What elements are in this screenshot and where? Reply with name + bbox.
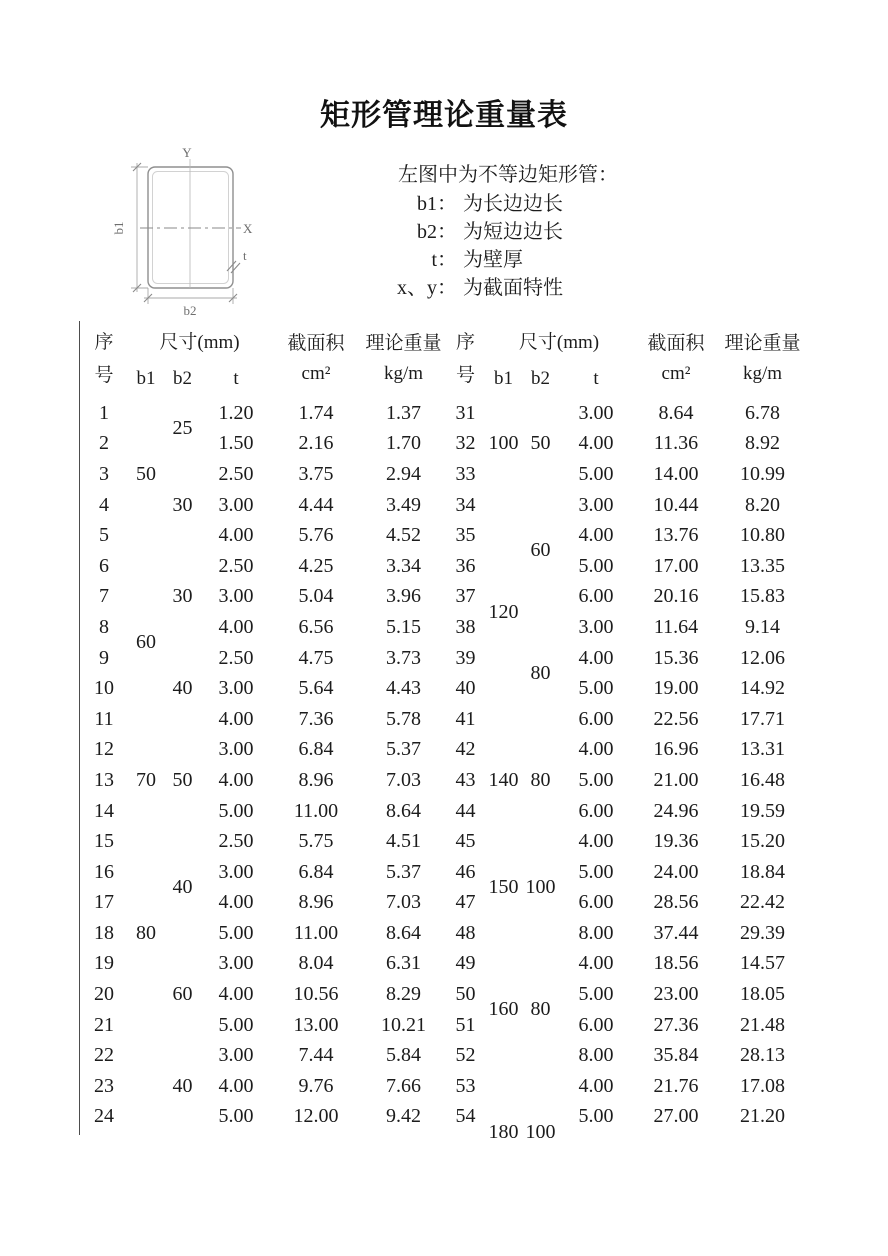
area-cell: 19.00 — [653, 677, 699, 700]
seq-cell: 15 — [94, 830, 114, 853]
area-cell — [633, 1163, 719, 1194]
area-cell: 21.00 — [653, 768, 699, 791]
t-cell: 5.00 — [578, 462, 614, 485]
weight-cell: 18.84 — [740, 860, 785, 883]
header-weight: 理论重量 kg/m — [724, 333, 801, 384]
weight-table — [80, 320, 806, 1193]
area-cell: 13.00 — [293, 1013, 339, 1036]
t-cell: 3.00 — [218, 585, 254, 608]
t-cell: 2.50 — [218, 646, 254, 669]
weight-cell: 15.20 — [740, 830, 785, 853]
t-cell: 6.00 — [578, 891, 614, 914]
legend-term: x、y： — [397, 277, 457, 299]
area-cell: 15.36 — [653, 646, 699, 669]
t-cell: 4.00 — [218, 615, 254, 638]
seq-cell: 32 — [455, 432, 476, 455]
seq-cell: 42 — [455, 738, 476, 761]
weight-cell: 8.92 — [745, 432, 780, 455]
seq-cell: 45 — [455, 830, 476, 853]
area-cell: 1.74 — [298, 401, 334, 424]
t-cell — [201, 1132, 271, 1163]
weight-cell: 3.49 — [386, 493, 421, 516]
t-cell: 2.50 — [218, 554, 254, 577]
seq-cell: 38 — [455, 615, 476, 638]
weight-cell — [719, 1132, 806, 1163]
t-cell: 5.00 — [218, 1013, 254, 1036]
seq-cell: 9 — [99, 646, 109, 669]
t-cell: 1.50 — [218, 432, 254, 455]
weight-cell: 5.37 — [386, 860, 421, 883]
b1-cell: 60 — [136, 631, 156, 654]
legend-intro: 左图中为不等边矩形管： — [398, 164, 618, 186]
table-row — [80, 1132, 806, 1163]
weight-cell: 9.14 — [745, 615, 780, 638]
area-cell: 37.44 — [653, 921, 699, 944]
weight-cell: 16.48 — [740, 768, 785, 791]
t-cell: 4.00 — [218, 983, 254, 1006]
weight-cell: 8.64 — [386, 921, 421, 944]
seq-cell: 6 — [99, 554, 109, 577]
weight-cell: 8.20 — [745, 493, 780, 516]
weight-cell: 1.37 — [386, 401, 421, 424]
table-row — [80, 735, 806, 766]
seq-cell: 20 — [94, 983, 114, 1006]
b1-cell — [128, 1040, 164, 1132]
header-seq: 序号 — [94, 332, 114, 386]
b2-cell: 40 — [172, 1074, 193, 1097]
table-row — [80, 1163, 806, 1194]
b2-cell: 30 — [172, 493, 193, 516]
legend-item — [385, 190, 618, 218]
weight-cell — [719, 1163, 806, 1194]
b2-cell: 80 — [530, 661, 551, 684]
seq-cell: 50 — [455, 983, 476, 1006]
area-cell: 8.64 — [658, 401, 694, 424]
seq-cell: 14 — [94, 799, 114, 822]
page-title: 矩形管理论重量表 — [320, 99, 568, 132]
header-b1: b1 — [494, 368, 513, 389]
area-cell — [633, 1132, 719, 1163]
seq-cell: 31 — [455, 401, 476, 424]
b1-cell: 160 — [488, 998, 519, 1021]
header-t: t — [593, 368, 599, 389]
weight-cell: 4.43 — [386, 677, 421, 700]
t-cell: 5.00 — [578, 860, 614, 883]
weight-cell: 3.34 — [386, 554, 421, 577]
area-cell: 35.84 — [653, 1044, 699, 1067]
b1-cell: 120 — [488, 600, 519, 623]
seq-cell: 52 — [455, 1044, 476, 1067]
t-cell: 4.00 — [218, 891, 254, 914]
b1-cell — [128, 1132, 164, 1163]
area-cell: 20.16 — [653, 585, 699, 608]
seq-cell: 46 — [455, 860, 476, 883]
seq-cell — [446, 1163, 485, 1194]
area-cell: 4.75 — [298, 646, 334, 669]
weight-cell: 8.64 — [386, 799, 421, 822]
legend-item — [385, 246, 618, 274]
weight-cell: 28.13 — [740, 1044, 785, 1067]
seq-cell: 4 — [99, 493, 109, 516]
area-cell: 11.00 — [293, 799, 339, 822]
weight-cell: 21.48 — [740, 1013, 785, 1036]
weight-cell: 22.42 — [740, 891, 785, 914]
cross-section-diagram — [100, 142, 300, 327]
b2-cell: 60 — [172, 983, 193, 1006]
t-cell: 2.50 — [218, 462, 254, 485]
t-cell: 8.00 — [578, 921, 614, 944]
seq-cell: 7 — [99, 585, 109, 608]
area-cell: 28.56 — [653, 891, 699, 914]
weight-cell: 3.73 — [386, 646, 421, 669]
weight-cell: 3.96 — [386, 585, 421, 608]
t-cell: 4.00 — [578, 646, 614, 669]
weight-cell: 6.78 — [745, 401, 780, 424]
area-cell: 6.84 — [298, 738, 334, 761]
seq-cell: 48 — [455, 921, 476, 944]
legend-desc: 为长边边长 — [463, 193, 563, 215]
header-area: 截面积 cm² — [647, 333, 705, 384]
seq-cell: 10 — [94, 677, 114, 700]
b2-cell — [164, 1163, 201, 1194]
seq-cell: 44 — [455, 799, 476, 822]
area-cell: 6.56 — [298, 615, 334, 638]
t-cell — [201, 1163, 271, 1194]
table-row — [80, 643, 806, 674]
weight-cell: 7.03 — [386, 891, 421, 914]
weight-cell: 4.51 — [386, 830, 421, 853]
weight-cell: 7.66 — [386, 1074, 421, 1097]
area-cell — [271, 1163, 361, 1194]
b2-cell: 100 — [525, 876, 556, 898]
area-cell: 19.36 — [653, 830, 699, 853]
weight-cell: 21.20 — [740, 1105, 785, 1128]
t-cell: 5.00 — [578, 1105, 614, 1128]
seq-cell — [80, 1132, 128, 1163]
area-cell: 5.76 — [298, 524, 334, 547]
t-cell: 4.00 — [218, 707, 254, 730]
weight-cell: 29.39 — [740, 921, 785, 944]
seq-cell: 40 — [455, 677, 476, 700]
seq-cell: 19 — [94, 952, 114, 975]
header-seq: 序号 — [455, 332, 475, 386]
t-cell: 3.00 — [218, 1044, 254, 1067]
seq-cell — [446, 1132, 485, 1163]
seq-cell: 18 — [94, 921, 114, 944]
area-cell: 11.00 — [293, 921, 339, 944]
header-b2: b2 — [531, 368, 550, 389]
t-cell: 4.00 — [218, 524, 254, 547]
weight-cell: 5.37 — [386, 738, 421, 761]
t-cell: 6.00 — [578, 585, 614, 608]
seq-cell: 49 — [455, 952, 476, 975]
area-cell: 3.75 — [298, 462, 334, 485]
weight-cell: 8.29 — [386, 983, 421, 1006]
t-cell: 3.00 — [218, 493, 254, 516]
t-cell: 5.00 — [578, 677, 614, 700]
t-cell: 3.00 — [218, 952, 254, 975]
t-cell: 5.00 — [218, 921, 254, 944]
table-row — [80, 826, 806, 857]
t-cell: 6.00 — [578, 1013, 614, 1036]
seq-cell: 39 — [455, 646, 476, 669]
header-t: t — [233, 368, 239, 389]
weight-cell: 10.21 — [381, 1013, 426, 1036]
seq-cell: 17 — [94, 891, 114, 914]
weight-cell — [361, 1132, 446, 1163]
t-cell: 5.00 — [218, 1105, 254, 1128]
area-cell: 27.36 — [653, 1013, 699, 1036]
area-cell — [271, 1132, 361, 1163]
seq-cell: 33 — [455, 462, 476, 485]
t-cell: 5.00 — [218, 799, 254, 822]
area-cell: 11.64 — [653, 615, 699, 638]
weight-cell: 9.42 — [386, 1105, 421, 1128]
weight-cell: 6.31 — [386, 952, 421, 975]
area-cell: 6.84 — [298, 860, 334, 883]
legend-item — [385, 218, 618, 246]
b1-cell — [128, 1163, 164, 1194]
seq-cell: 21 — [94, 1013, 114, 1036]
weight-cell: 12.06 — [740, 646, 785, 669]
t-cell: 3.00 — [218, 677, 254, 700]
b2-cell: 50 — [172, 768, 193, 791]
area-cell: 22.56 — [653, 707, 699, 730]
b1-cell: 100 — [488, 432, 519, 455]
area-cell: 13.76 — [653, 524, 699, 547]
legend-desc: 为壁厚 — [463, 249, 523, 271]
legend-item — [385, 274, 618, 302]
b2-cell: 60 — [530, 539, 551, 562]
area-cell: 7.36 — [298, 707, 334, 730]
b2-cell: 30 — [172, 585, 193, 608]
legend — [385, 160, 618, 302]
area-cell: 11.36 — [653, 432, 699, 455]
area-cell: 5.04 — [298, 585, 334, 608]
area-cell: 14.00 — [653, 462, 699, 485]
area-cell: 27.00 — [653, 1105, 699, 1128]
t-cell: 3.00 — [578, 493, 614, 516]
table-row — [80, 459, 806, 490]
header-area: 截面积 cm² — [287, 333, 345, 384]
x-axis-label: X — [243, 221, 253, 236]
seq-cell: 12 — [94, 738, 114, 761]
seq-cell: 23 — [94, 1074, 114, 1097]
weight-cell: 1.70 — [386, 432, 421, 455]
table-row — [80, 398, 806, 429]
area-cell: 8.96 — [298, 891, 334, 914]
t-cell: 5.00 — [578, 983, 614, 1006]
area-cell: 16.96 — [653, 738, 699, 761]
seq-cell: 41 — [455, 707, 476, 730]
area-cell: 10.44 — [653, 493, 699, 516]
t-cell: 4.00 — [578, 738, 614, 761]
seq-cell: 2 — [99, 432, 109, 455]
seq-cell: 11 — [94, 707, 114, 730]
seq-cell: 51 — [455, 1013, 476, 1036]
b1-cell: 70 — [136, 768, 156, 791]
legend-term: b2： — [417, 221, 457, 243]
t-cell: 4.00 — [218, 1074, 254, 1097]
b2-cell: 40 — [172, 876, 193, 898]
area-cell: 21.76 — [653, 1074, 699, 1097]
area-cell: 10.56 — [293, 983, 339, 1006]
t-cell: 4.00 — [218, 768, 254, 791]
seq-cell: 54 — [455, 1105, 476, 1128]
weight-cell: 5.84 — [386, 1044, 421, 1067]
area-cell: 23.00 — [653, 983, 699, 1006]
weight-cell: 2.94 — [386, 462, 421, 485]
weight-cell — [361, 1163, 446, 1194]
seq-cell: 37 — [455, 585, 476, 608]
weight-cell: 13.31 — [740, 738, 785, 761]
weight-cell: 5.78 — [386, 707, 421, 730]
b2-cell: 50 — [530, 432, 551, 455]
b2-cell: 100 — [525, 1120, 556, 1143]
t-cell: 4.00 — [578, 952, 614, 975]
area-cell: 4.25 — [298, 554, 334, 577]
weight-cell: 15.83 — [740, 585, 785, 608]
weight-cell: 13.35 — [740, 554, 785, 577]
seq-cell: 5 — [99, 524, 109, 547]
header-weight: 理论重量 kg/m — [365, 333, 442, 384]
b1-cell: 150 — [488, 876, 519, 898]
seq-cell: 1 — [99, 401, 109, 424]
seq-cell: 36 — [455, 554, 476, 577]
area-cell: 2.16 — [298, 432, 334, 455]
weight-cell: 14.92 — [740, 677, 785, 700]
table-row — [80, 949, 806, 980]
table-row — [80, 1040, 806, 1071]
area-cell: 8.04 — [298, 952, 334, 975]
t-cell: 3.00 — [578, 615, 614, 638]
t-cell: 3.00 — [218, 738, 254, 761]
weight-cell: 7.03 — [386, 768, 421, 791]
t-cell: 4.00 — [578, 432, 614, 455]
t-cell — [559, 1163, 633, 1194]
area-cell: 17.00 — [653, 554, 699, 577]
weight-cell: 4.52 — [386, 524, 421, 547]
table-header — [80, 320, 806, 398]
b1-cell: 50 — [136, 462, 156, 485]
seq-cell: 3 — [99, 462, 109, 485]
t-cell: 5.00 — [578, 554, 614, 577]
weight-cell: 5.15 — [386, 615, 421, 638]
b2-cell — [164, 1132, 201, 1163]
legend-desc: 为截面特性 — [463, 277, 563, 299]
b2-cell: 80 — [530, 768, 551, 791]
seq-cell: 8 — [99, 615, 109, 638]
legend-term: b1： — [417, 193, 457, 215]
t-cell: 2.50 — [218, 830, 254, 853]
t-cell: 5.00 — [578, 768, 614, 791]
area-cell: 18.56 — [653, 952, 699, 975]
t-cell: 3.00 — [218, 860, 254, 883]
header-b1: b1 — [136, 368, 156, 389]
t-cell: 4.00 — [578, 830, 614, 853]
y-axis-label: Y — [182, 145, 192, 160]
area-cell: 5.64 — [298, 677, 334, 700]
legend-term: t： — [431, 249, 457, 271]
b1-dimension-label: b1 — [111, 221, 126, 235]
seq-cell — [80, 1163, 128, 1194]
weight-cell: 17.08 — [740, 1074, 785, 1097]
t-cell — [559, 1132, 633, 1163]
weight-cell: 18.05 — [740, 983, 785, 1006]
b1-cell: 180 — [488, 1120, 519, 1143]
t-cell: 8.00 — [578, 1044, 614, 1067]
area-cell: 24.96 — [653, 799, 699, 822]
b1-cell: 80 — [136, 921, 156, 944]
area-cell: 12.00 — [293, 1105, 339, 1128]
seq-cell: 43 — [455, 768, 476, 791]
t-cell: 4.00 — [578, 524, 614, 547]
b2-cell: 80 — [530, 998, 551, 1021]
b2-cell: 25 — [172, 417, 193, 440]
seq-cell: 13 — [94, 768, 114, 791]
seq-cell: 35 — [455, 524, 476, 547]
table-row — [80, 551, 806, 582]
seq-cell: 34 — [455, 493, 476, 516]
weight-cell: 10.80 — [740, 524, 785, 547]
header-size: 尺寸(mm) — [518, 331, 600, 353]
weight-cell: 10.99 — [740, 462, 785, 485]
b2-dimension-label: b2 — [183, 303, 197, 318]
t-dimension-label: t — [243, 248, 247, 263]
weight-table-body — [80, 398, 806, 1193]
seq-cell: 53 — [455, 1074, 476, 1097]
area-cell: 5.75 — [298, 830, 334, 853]
seq-cell: 16 — [94, 860, 114, 883]
area-cell: 24.00 — [653, 860, 699, 883]
seq-cell: 24 — [94, 1105, 114, 1128]
seq-cell: 22 — [94, 1044, 114, 1067]
t-cell: 3.00 — [578, 401, 614, 424]
b2-cell: 40 — [172, 677, 193, 700]
b1-cell: 140 — [488, 768, 519, 791]
area-cell: 7.44 — [298, 1044, 334, 1067]
t-cell: 6.00 — [578, 799, 614, 822]
t-cell: 4.00 — [578, 1074, 614, 1097]
t-cell: 1.20 — [218, 401, 254, 424]
legend-desc: 为短边边长 — [463, 221, 563, 243]
weight-cell: 19.59 — [740, 799, 785, 822]
header-b2: b2 — [173, 368, 192, 389]
area-cell: 9.76 — [298, 1074, 334, 1097]
weight-cell: 14.57 — [740, 952, 785, 975]
area-cell: 4.44 — [298, 493, 334, 516]
weight-cell: 17.71 — [740, 707, 785, 730]
area-cell: 8.96 — [298, 768, 334, 791]
header-size: 尺寸(mm) — [159, 331, 240, 353]
t-cell: 6.00 — [578, 707, 614, 730]
seq-cell: 47 — [455, 891, 476, 914]
